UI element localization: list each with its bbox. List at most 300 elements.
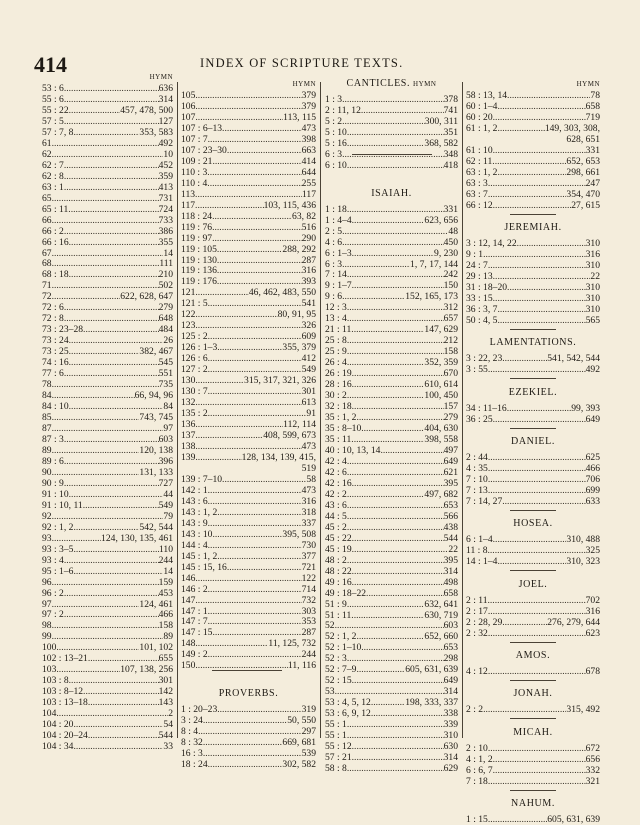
scripture-reference: 45 : 22 (325, 532, 352, 544)
leader-dots (195, 573, 301, 584)
scripture-reference: 93 : 3–5 (42, 543, 74, 555)
leader-dots (73, 127, 139, 138)
scripture-reference: 5 : 16 (325, 137, 347, 149)
index-entry (42, 226, 173, 237)
section-rule-line (510, 570, 556, 571)
hymn-numbers: 198, 333, 337 (405, 697, 458, 709)
scripture-reference: 55 : 6 (42, 93, 64, 105)
hymn-numbers: 657 (443, 313, 458, 325)
index-entry (42, 412, 173, 423)
leader-dots (342, 226, 448, 237)
index-entry (42, 204, 173, 215)
index-entry (42, 269, 173, 280)
hymn-numbers: 301 (158, 675, 173, 687)
index-entry (466, 293, 600, 304)
hymn-numbers: 412 (301, 353, 316, 365)
leader-dots (366, 588, 444, 599)
leader-dots (488, 178, 586, 189)
leader-dots (195, 638, 268, 649)
leader-dots (52, 149, 164, 160)
scripture-reference: 14 : 1–4 (466, 556, 498, 568)
scripture-reference: 42 : 6 (325, 466, 347, 478)
leader-dots (64, 368, 159, 379)
section-rule-line (510, 718, 556, 719)
leader-dots (208, 518, 302, 529)
hymn-numbers: 743, 745 (139, 412, 173, 424)
scripture-reference: 1 : 20–23 (181, 704, 218, 716)
hymn-numbers: 702 (585, 594, 600, 606)
leader-dots (195, 397, 301, 408)
hymn-numbers: 244 (301, 649, 316, 661)
leader-dots (73, 719, 163, 730)
scripture-reference: 139 (181, 451, 196, 463)
index-entry (42, 489, 173, 500)
scripture-reference: 145 : 15, 16 (181, 561, 227, 573)
hymn-numbers: 255 (301, 177, 316, 189)
index-entry (42, 379, 173, 390)
index-entry (181, 463, 316, 474)
scripture-reference: 24 : 7 (466, 260, 488, 271)
scripture-reference: 28 : 16 (325, 379, 352, 391)
leader-dots (64, 160, 159, 171)
scripture-reference: 52 (325, 620, 335, 632)
leader-dots (217, 276, 302, 287)
scripture-reference: 60 : 20 (466, 111, 493, 123)
index-entry (42, 478, 173, 489)
leader-dots (64, 456, 159, 467)
scripture-reference: 25 : 9 (325, 346, 347, 358)
index-entry (42, 708, 173, 719)
leader-dots (507, 403, 572, 414)
index-entry (466, 534, 600, 545)
leader-dots (497, 123, 544, 134)
hymn-column-label: HYMN (292, 80, 316, 88)
leader-dots (52, 577, 159, 588)
index-entry (42, 434, 173, 445)
book-heading (466, 430, 600, 452)
leader-dots (352, 248, 434, 259)
book-heading (466, 512, 600, 534)
leader-dots (195, 419, 283, 430)
hymn-numbers: 706 (585, 473, 600, 485)
column-2 (181, 79, 316, 770)
leader-dots (342, 94, 444, 105)
hymn-numbers: 84 (163, 401, 173, 413)
hymn-numbers: 66, 94, 96 (134, 390, 173, 402)
scripture-reference: 136 (181, 419, 196, 431)
scripture-reference: 93 : 4 (42, 554, 64, 566)
hymn-numbers: 131, 133 (139, 466, 173, 478)
index-entry (42, 599, 173, 610)
scripture-reference: 62 : 8 (42, 170, 64, 182)
leader-dots (347, 456, 444, 467)
index-entry (181, 342, 316, 353)
book-heading (466, 573, 600, 595)
hymn-numbers: 48 (448, 225, 458, 237)
scripture-reference: 53 : 6 (42, 82, 64, 94)
hymn-numbers: 287 (301, 627, 316, 639)
hymn-numbers: 566 (443, 510, 458, 522)
leader-dots (342, 116, 425, 127)
index-entry (466, 556, 600, 567)
hymn-numbers: 386 (158, 225, 173, 237)
hymn-numbers: 473 (301, 440, 316, 452)
leader-dots (352, 752, 444, 763)
index-entry (181, 562, 316, 573)
index-entry (42, 280, 173, 291)
leader-dots (52, 423, 164, 434)
hymn-numbers: 22 (590, 270, 600, 282)
hymn-numbers: 649 (585, 413, 600, 425)
scripture-reference: 122 (181, 309, 196, 321)
index-entry (325, 412, 458, 423)
leader-dots (488, 364, 586, 375)
scripture-reference: 132 (181, 397, 196, 409)
leader-dots (208, 331, 302, 342)
leader-dots (222, 123, 302, 134)
leader-dots (342, 259, 410, 270)
hymn-numbers: 112, 114 (283, 419, 316, 431)
hymn-numbers: 352, 359 (424, 357, 458, 369)
leader-dots (361, 105, 444, 116)
leader-dots (69, 357, 159, 368)
leader-dots (207, 167, 301, 178)
index-entry (42, 456, 173, 467)
index-entry (325, 719, 458, 730)
index-entry (42, 741, 173, 752)
scripture-reference: 138 (181, 440, 196, 452)
leader-dots (64, 313, 159, 324)
hymn-numbers: 353 (301, 616, 316, 628)
leader-dots (52, 379, 159, 390)
scripture-reference: 143 : 1, 2 (181, 506, 218, 518)
leader-dots (371, 697, 405, 708)
hymn-numbers: 310 (585, 260, 600, 271)
leader-dots (64, 302, 159, 313)
scripture-reference: 3 : 12, 14, 22 (466, 238, 517, 250)
hymn-numbers: 14 (163, 247, 173, 259)
index-entry (181, 112, 316, 123)
index-entry (42, 445, 173, 456)
leader-dots (483, 704, 566, 715)
hymn-numbers: 279 (158, 302, 173, 314)
scripture-reference: 5 : 2 (325, 115, 343, 127)
leader-dots (351, 610, 424, 621)
leader-dots (347, 138, 425, 149)
scripture-reference: 36 : 3, 7 (466, 303, 498, 315)
hymn-numbers: 247 (585, 177, 600, 189)
scripture-reference: 1 : 18 (325, 203, 347, 215)
index-entry (42, 215, 173, 226)
index-entry (181, 244, 316, 255)
section-rule (466, 639, 600, 644)
scripture-reference: 49 : 16 (325, 576, 352, 588)
hymn-numbers: 288, 292 (282, 243, 316, 255)
column-3 (325, 72, 458, 774)
scripture-reference: 142 : 1 (181, 484, 208, 496)
hymn-numbers: 603 (158, 433, 173, 445)
leader-dots (502, 353, 547, 364)
index-entry (181, 540, 316, 551)
scripture-reference: 63 : 1, 2 (466, 166, 498, 178)
leader-dots (352, 368, 444, 379)
scripture-reference: 72 : 8 (42, 313, 64, 325)
leader-dots (352, 566, 444, 577)
index-entry (42, 686, 173, 697)
hymn-numbers: 457, 478, 500 (120, 104, 173, 116)
leader-dots (352, 675, 444, 686)
index-entry (42, 675, 173, 686)
book-heading-text: JEREMIAH. (504, 222, 562, 234)
scripture-reference: 63 : 3 (466, 177, 488, 189)
index-entry (325, 467, 458, 478)
index-entry (325, 302, 458, 313)
hymn-numbers: 147, 629 (424, 324, 458, 336)
scripture-reference: 103 : 8–12 (42, 686, 84, 698)
scripture-reference: 21 : 11 (325, 324, 352, 336)
leader-dots (208, 759, 283, 770)
scripture-reference: 146 (181, 572, 196, 584)
scripture-reference: 48 : 22 (325, 565, 352, 577)
index-entry (181, 233, 316, 244)
hymn-numbers: 368, 582 (424, 137, 458, 149)
index-entry (181, 222, 316, 233)
index-entry (325, 269, 458, 280)
leader-dots (73, 566, 163, 577)
hymn-numbers: 158 (443, 346, 458, 358)
hymn-numbers: 649 (443, 455, 458, 467)
index-entry (181, 123, 316, 134)
leader-dots (380, 445, 443, 456)
hymn-numbers: 46, 462, 483, 550 (248, 287, 316, 299)
index-entry (181, 507, 316, 518)
hymn-numbers: 316 (301, 265, 316, 277)
leader-dots (356, 412, 443, 423)
leader-dots (347, 467, 444, 478)
index-entry (325, 368, 458, 379)
hymn-numbers: 58 (306, 473, 316, 485)
leader-dots (195, 101, 301, 112)
index-entry (325, 237, 458, 248)
leader-dots (217, 255, 302, 266)
leader-dots (488, 260, 586, 271)
leader-dots (195, 309, 277, 320)
hymn-numbers: 152, 165, 173 (405, 291, 458, 303)
book-heading-text: MICAH. (513, 726, 553, 738)
hymn-numbers: 54 (163, 719, 173, 731)
hymn-numbers: 321 (585, 775, 600, 787)
hymn-numbers: 314 (158, 93, 173, 105)
hymn-numbers: 719 (585, 111, 600, 123)
leader-dots (195, 320, 301, 331)
hymn-numbers: 625 (585, 452, 600, 463)
index-entry (325, 390, 458, 401)
leader-dots (488, 189, 567, 200)
leader-dots (483, 249, 586, 260)
leader-dots (497, 556, 566, 567)
hymn-numbers: 124, 130, 135, 461 (101, 532, 173, 544)
scripture-reference: 92 : 1, 2 (42, 521, 74, 533)
index-entry (181, 551, 316, 562)
scripture-reference: 60 : 1–4 (466, 100, 498, 112)
leader-dots (217, 507, 301, 518)
index-entry (466, 414, 600, 425)
leader-dots (347, 555, 444, 566)
index-entry (325, 708, 458, 719)
scripture-reference: 62 : 7 (42, 159, 64, 171)
scripture-reference: 95 : 1–6 (42, 565, 74, 577)
scripture-reference: 77 : 6 (42, 368, 64, 380)
hymn-numbers: 80, 91, 95 (277, 309, 316, 321)
index-entry (325, 324, 458, 335)
index-entry (325, 577, 458, 588)
leader-dots (52, 631, 164, 642)
scripture-reference: 110 : 4 (181, 177, 208, 189)
index-entry (325, 642, 458, 653)
index-entry (181, 726, 316, 737)
hymn-numbers: 325 (585, 545, 600, 557)
leader-dots (203, 715, 287, 726)
scripture-reference: 73 : 24 (42, 335, 69, 347)
scripture-reference: 61 : 1, 2 (466, 122, 498, 134)
scripture-reference: 104 : 34 (42, 741, 74, 753)
leader-dots (52, 138, 159, 149)
index-entry (325, 588, 458, 599)
leader-dots (195, 112, 283, 123)
leader-dots (352, 533, 444, 544)
hymn-numbers: 337 (301, 517, 316, 529)
book-heading (325, 72, 458, 94)
scripture-reference: 104 (42, 708, 57, 720)
hymn-numbers: 158 (158, 620, 173, 632)
leader-dots (347, 730, 444, 741)
index-entry (42, 620, 173, 631)
hymn-numbers: 117 (301, 188, 316, 200)
index-entry (325, 291, 458, 302)
scripture-reference: 105 (181, 89, 196, 101)
section-rule (466, 507, 600, 512)
hymn-numbers: 438 (443, 521, 458, 533)
leader-dots (195, 287, 248, 298)
scripture-reference: 51 : 11 (325, 609, 352, 621)
leader-dots (212, 233, 302, 244)
book-heading (325, 182, 458, 204)
hymn-numbers: 714 (301, 583, 316, 595)
leader-dots (69, 675, 159, 686)
scripture-reference: 65 (42, 192, 52, 204)
book-heading-text: JONAH. (513, 688, 553, 700)
scripture-reference: 6 : 10 (325, 159, 347, 171)
hymn-numbers: 298, 661 (566, 166, 600, 178)
scripture-reference: 40 : 10, 13, 14 (325, 444, 381, 456)
running-head: INDEX OF SCRIPTURE TEXTS. (200, 56, 404, 70)
scripture-reference: 35 : 1, 2 (325, 412, 357, 424)
leader-dots (56, 642, 139, 653)
leader-dots (88, 730, 159, 741)
leader-dots (217, 244, 283, 255)
hymn-numbers: 466 (158, 609, 173, 621)
index-entry (325, 226, 458, 237)
index-entry (181, 298, 316, 309)
scripture-reference: 130 : 7 (181, 386, 208, 398)
hymn-numbers: 331 (585, 144, 600, 156)
scripture-reference: 26 : 4 (325, 357, 347, 369)
scripture-reference: 147 (181, 594, 196, 606)
hymn-numbers: 143 (158, 697, 173, 709)
index-entry (466, 765, 600, 776)
index-entry (181, 189, 316, 200)
index-entry (466, 145, 600, 156)
leader-dots (217, 342, 282, 353)
leader-dots (64, 609, 159, 620)
index-entry (466, 628, 600, 639)
index-entry (466, 545, 600, 556)
leader-dots (352, 741, 444, 752)
leader-dots (347, 346, 444, 357)
leader-dots (347, 500, 444, 511)
scripture-reference: 6 : 3 (325, 148, 343, 160)
leader-dots (208, 364, 302, 375)
hymn-numbers: 733 (158, 214, 173, 226)
index-entry (181, 627, 316, 638)
hymn-numbers: 735 (158, 379, 173, 391)
index-entry (325, 379, 458, 390)
index-entry (42, 149, 173, 160)
hymn-numbers: 26 (163, 335, 173, 347)
leader-dots (212, 222, 302, 233)
scripture-reference: 130 (181, 375, 196, 387)
section-rule (466, 326, 600, 331)
section-rule-line (510, 214, 556, 215)
index-entry (466, 90, 600, 101)
hymn-numbers: 655 (158, 653, 173, 665)
scripture-reference: 44 : 5 (325, 510, 347, 522)
hymn-column-label: HYMN (149, 73, 173, 81)
leader-dots (335, 686, 444, 697)
hymn-numbers: 290 (301, 232, 316, 244)
scripture-reference: 53 : 4, 5, 12 (325, 697, 371, 709)
index-entry (42, 730, 173, 741)
hymn-numbers: 2 (168, 708, 173, 720)
leader-dots (352, 280, 444, 291)
scripture-reference: 144 : 4 (181, 539, 208, 551)
leader-dots (208, 485, 302, 496)
scripture-reference: 4 : 12 (466, 665, 488, 677)
scripture-reference: 55 : 1 (325, 730, 347, 742)
index-entry (181, 200, 316, 211)
scripture-reference: 137 (181, 430, 196, 441)
index-entry (466, 496, 600, 507)
leader-dots (342, 291, 405, 302)
scripture-reference: 66 (42, 214, 52, 226)
leader-dots (488, 814, 547, 825)
hymn-numbers: 621 (443, 466, 458, 478)
scripture-reference: 91 : 10 (42, 488, 69, 500)
scripture-reference: 107 : 6–13 (181, 122, 223, 134)
hymn-numbers: 89 (163, 631, 173, 643)
scripture-reference: 117 (181, 199, 196, 211)
hymn-numbers: 453 (158, 587, 173, 599)
hymn-numbers: 395 (443, 477, 458, 489)
hymn-numbers: 326 (301, 320, 316, 332)
index-entry (42, 193, 173, 204)
hymn-numbers: 542, 544 (139, 521, 173, 533)
leader-dots (203, 748, 302, 759)
leader-dots (52, 280, 159, 291)
section-rule (466, 567, 600, 572)
section-rule-line (510, 510, 556, 511)
scripture-reference: 6 : 3 (325, 258, 343, 270)
